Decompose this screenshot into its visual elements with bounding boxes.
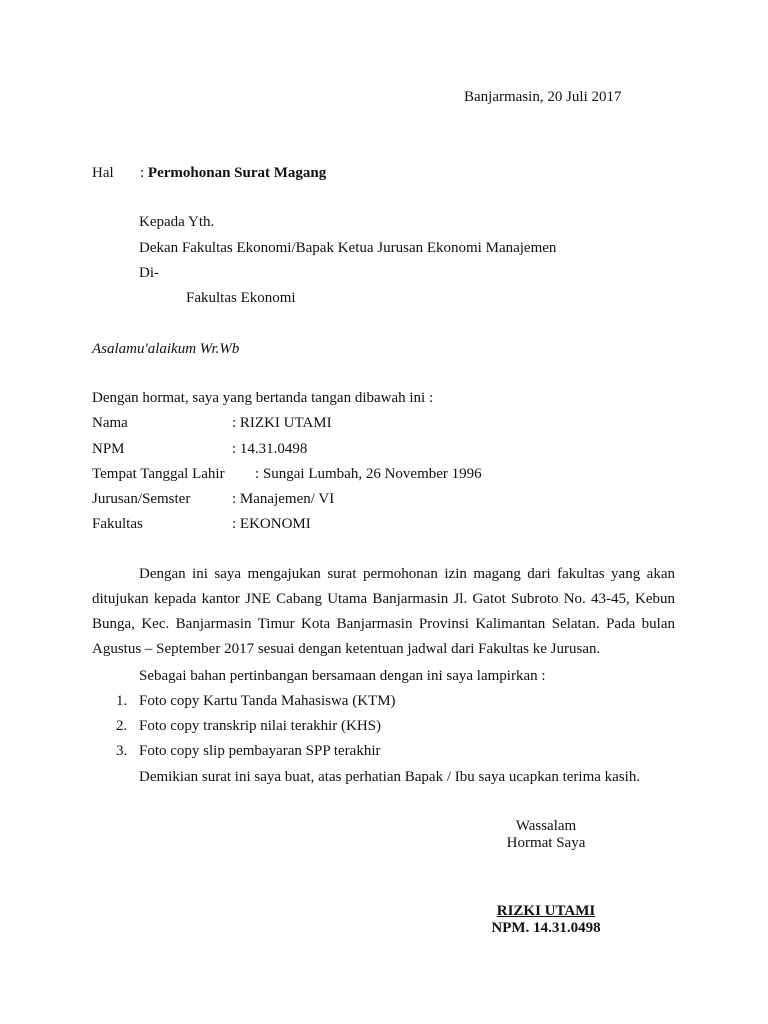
recipient-line-1: Kepada Yth. xyxy=(139,214,215,230)
attachment-item: Foto copy transkrip nilai terakhir (KHS) xyxy=(139,718,382,734)
attachment-number: 3. xyxy=(116,743,128,759)
identity-label-jurusan: Jurusan/Semster xyxy=(92,491,191,507)
letter-date: Banjarmasin, 20 Juli 2017 xyxy=(464,89,622,105)
attachment-number: 2. xyxy=(116,718,128,734)
identity-label-ttl: Tempat Tanggal Lahir xyxy=(92,466,225,482)
body-paragraph-text: Dengan ini saya mengajukan surat permohonan izin magang dari fakultas yang akan ditujukan kepada kantor JNE Cabang Utama Banjarmasin Jl. Gatot Subroto No. 43-45, Kebun Bunga, Kec. Banjarmasin Timur Kota Banjarmasin Provinsi Kalimantan Selatan. Pada bulan Agustus – September 2017 sesuai dengan ketentuan jadwal dari Fakultas ke Jurusan. xyxy=(92,566,675,657)
recipient-line-3: Di- xyxy=(139,265,159,281)
subject-text: Permohonan Surat Magang xyxy=(147,165,327,181)
intro-text: Dengan hormat, saya yang bertanda tangan dibawah ini : xyxy=(92,390,434,406)
recipient-line-2: Dekan Fakultas Ekonomi/Bapak Ketua Jurusan Ekonomi Manajemen xyxy=(139,240,557,256)
identity-value-jurusan: : Manajemen/ VI xyxy=(232,491,335,507)
subject-separator: : xyxy=(140,165,148,181)
identity-value-ttl: : Sungai Lumbah, 26 November 1996 xyxy=(255,466,482,482)
closing-salam: Wassalam xyxy=(515,818,577,834)
identity-label-npm: NPM xyxy=(92,441,125,457)
identity-label-fakultas: Fakultas xyxy=(92,516,143,532)
signatory-name: RIZKI UTAMI xyxy=(496,903,596,919)
subject-label: Hal xyxy=(92,165,114,181)
attachments-intro: Sebagai bahan pertinbangan bersamaan dengan ini saya lampirkan : xyxy=(139,668,546,684)
identity-label-nama: Nama xyxy=(92,415,128,431)
subject-line xyxy=(140,164,326,182)
closing-text: Demikian surat ini saya buat, atas perhatian Bapak / Ibu saya ucapkan terima kasih. xyxy=(139,769,641,785)
body-paragraph xyxy=(92,562,675,662)
identity-value-npm: : 14.31.0498 xyxy=(232,441,308,457)
attachment-number: 1. xyxy=(116,693,128,709)
attachment-item: Foto copy Kartu Tanda Mahasiswa (KTM) xyxy=(139,693,396,709)
signatory-npm: NPM. 14.31.0498 xyxy=(491,920,601,936)
greeting: Asalamu'alaikum Wr.Wb xyxy=(92,341,240,357)
identity-value-nama: : RIZKI UTAMI xyxy=(232,415,332,431)
closing-hormat: Hormat Saya xyxy=(506,835,586,851)
identity-value-fakultas: : EKONOMI xyxy=(232,516,311,532)
attachment-item: Foto copy slip pembayaran SPP terakhir xyxy=(139,743,381,759)
recipient-line-4: Fakultas Ekonomi xyxy=(186,290,296,306)
